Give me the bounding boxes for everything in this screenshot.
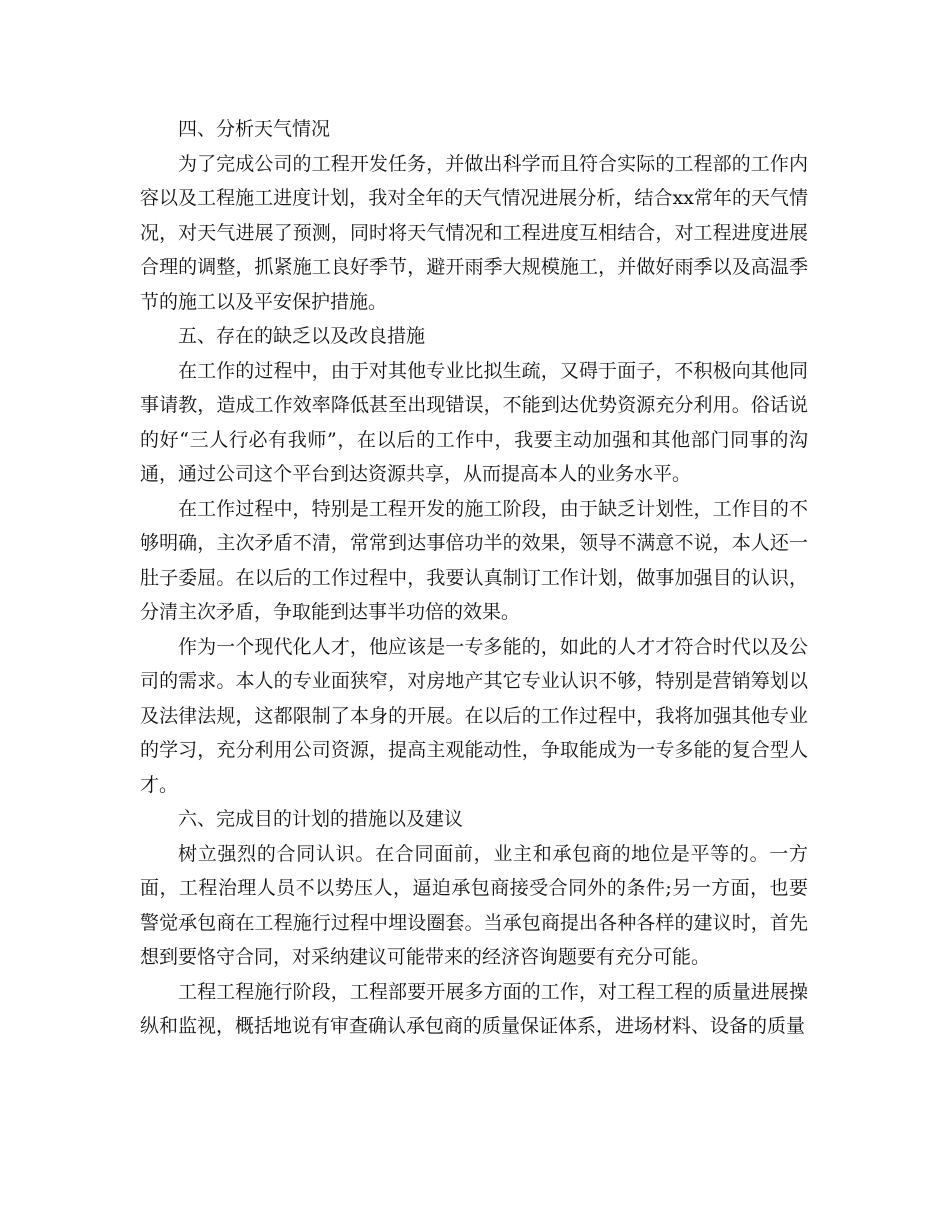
section-heading-weather: 四、分析天气情况 [178,118,331,140]
document-body [140,112,808,1044]
paragraph-weather: 为了完成公司的工程开发任务，并做出科学而且符合实际的工程部的工作内容以及工程施工进度计划，我对全年的天气情况进展分析，结合xx常年的天气情况，对天气进展了预测，同时将天气情况和工程进度互相结合，对工程进度进展合理的调整，抓紧施工良好季节，避开雨季大规模施工，并做好雨季以及高温季节的施工以及平安保护措施。 [140,152,808,313]
paragraph-shortcomings-2: 在工作过程中，特别是工程开发的施工阶段，由于缺乏计划性，工作目的不够明确，主次矛盾不清，常常到达事倍功半的效果，领导不满意不说，本人还一肚子委屈。在以后的工作过程中，我要认真制订工作计划，做事加强目的认识，分清主次矛盾，争取能到达事半功倍的效果。 [140,497,808,623]
paragraph-shortcomings-3: 作为一个现代化人才，他应该是一专多能的，如此的人才才符合时代以及公司的需求。本人的专业面狭窄，对房地产其它专业认识不够，特别是营销筹划以及法律法规，这都限制了本身的开展。在以后的工作过程中，我将加强其他专业的学习，充分利用公司资源，提高主观能动性，争取能成为一专多能的复合型人才。 [140,635,808,796]
paragraph-measures-1: 树立强烈的合同认识。在合同面前，业主和承包商的地位是平等的。一方面，工程治理人员不以势压人，逼迫承包商接受合同外的条件;另一方面，也要警觉承包商在工程施行过程中埋设圈套。当承包商提出各种各样的建议时，首先想到要恪守合同，对采纳建议可能带来的经济咨询题要有充分可能。 [140,842,808,968]
paragraph-shortcomings-1: 在工作的过程中，由于对其他专业比拟生疏，又碍于面子，不积极向其他同事请教，造成工作效率降低甚至出现错误，不能到达优势资源充分利用。俗话说的好“三人行必有我师”，在以后的工作中，我要主动加强和其他部门同事的沟通，通过公司这个平台到达资源共享，从而提高本人的业务水平。 [140,359,808,485]
section-heading-measures: 六、完成目的计划的措施以及建议 [178,808,464,830]
section-heading-shortcomings: 五、存在的缺乏以及改良措施 [178,325,426,347]
paragraph-measures-2: 工程工程施行阶段，工程部要开展多方面的工作，对工程工程的质量进展操纵和监视，概括地说有审查确认承包商的质量保证体系，进场材料、设备的质量 [140,980,808,1037]
